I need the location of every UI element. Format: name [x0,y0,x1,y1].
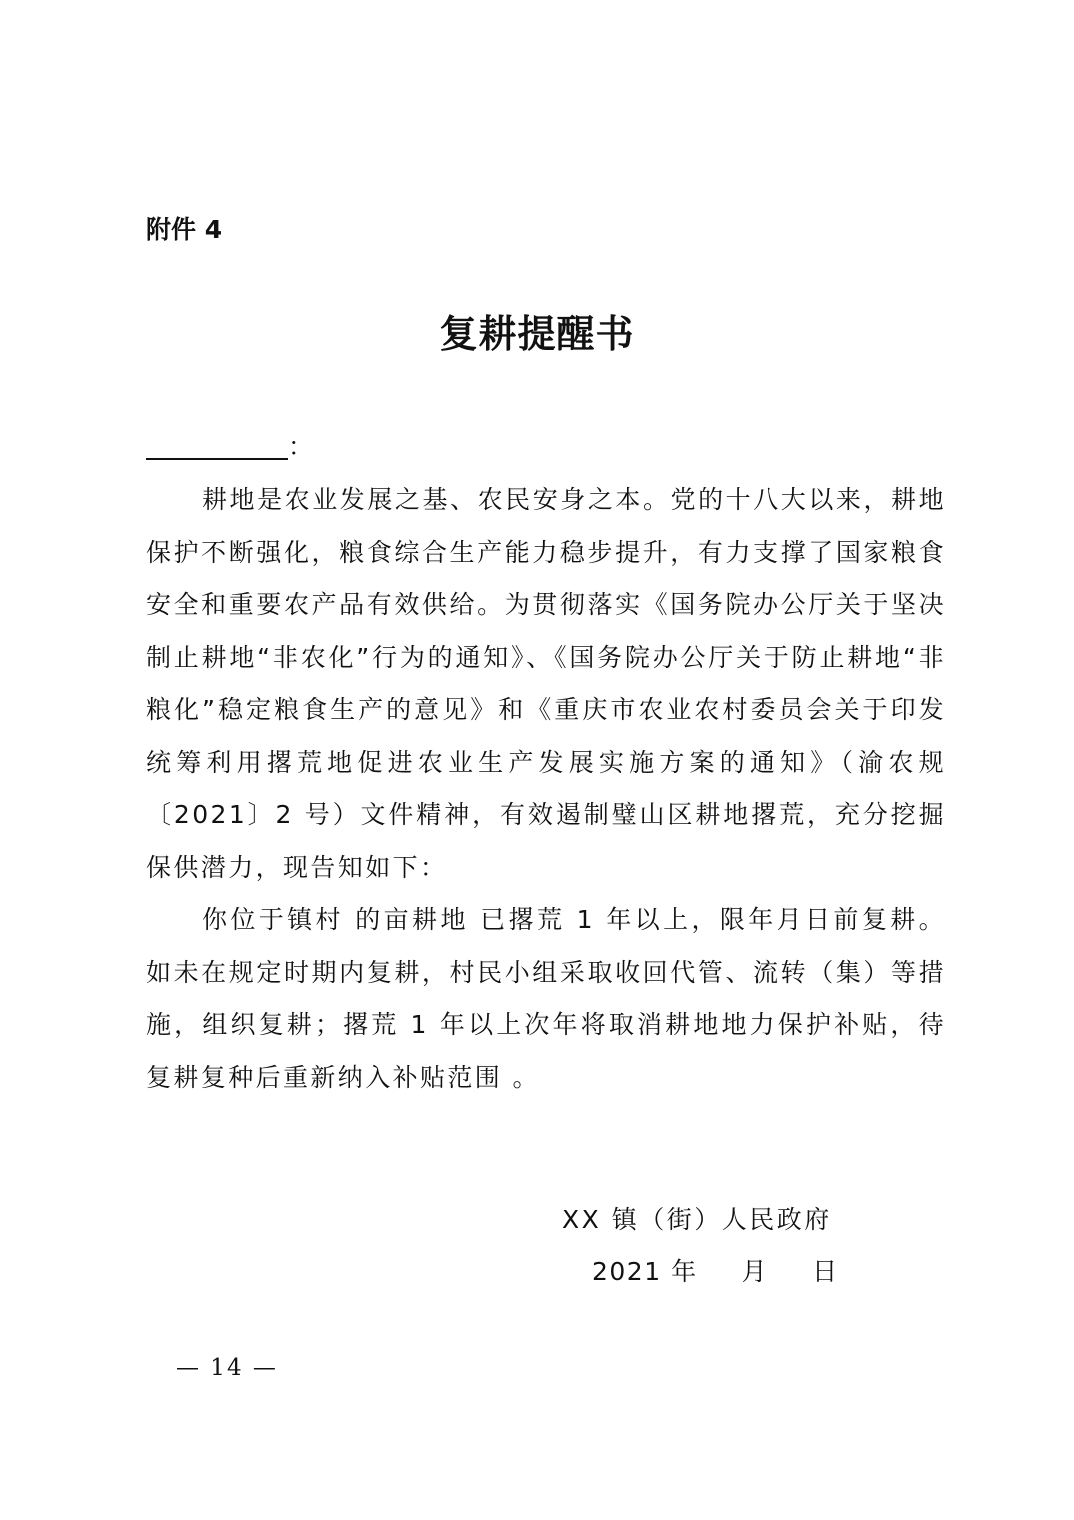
date-year: 2021 年 [592,1257,698,1286]
document-body [146,474,946,1104]
signature-date [592,1252,839,1292]
page-number: — 14 — [176,1355,278,1381]
recipient-blank-line [146,428,288,460]
paragraph-background: 耕地是农业发展之基、农民安身之本。党的十八大以来，耕地保护不断强化，粮食综合生产能力稳步提升，有力支撑了国家粮食安全和重要农产品有效供给。为贯彻落实《国务院办公厅关于坚决制止耕地“非农化”行为的通知》、《国务院办公厅关于防止耕地“非粮化”稳定粮食生产的意见》和《重庆市农业农村委员会关于印发统筹利用撂荒地促进农业生产发展实施方案的通知》（渝农规〔2021〕2 号）文件精神，有效遏制璧山区耕地撂荒，充分挖掘保供潜力，现告知如下： [146,485,946,882]
attachment-label: 附件 4 [146,215,223,244]
date-month: 月 [741,1257,769,1286]
signature-organization: XX 镇（街）人民政府 [562,1205,832,1234]
document-title: 复耕提醒书 [439,311,635,356]
date-day: 日 [812,1257,839,1286]
paragraph-notice: 你位于镇村 的亩耕地 已撂荒 1 年以上，限年月日前复耕。如未在规定时期内复耕，村民小组采取收回代管、流转（集）等措施，组织复耕；撂荒 1 年以上次年将取消耕地地力保护补贴，待复耕复种后重新纳入补贴范围 。 [146,905,946,1092]
salutation-colon: ： [288,432,314,461]
salutation [146,428,313,466]
